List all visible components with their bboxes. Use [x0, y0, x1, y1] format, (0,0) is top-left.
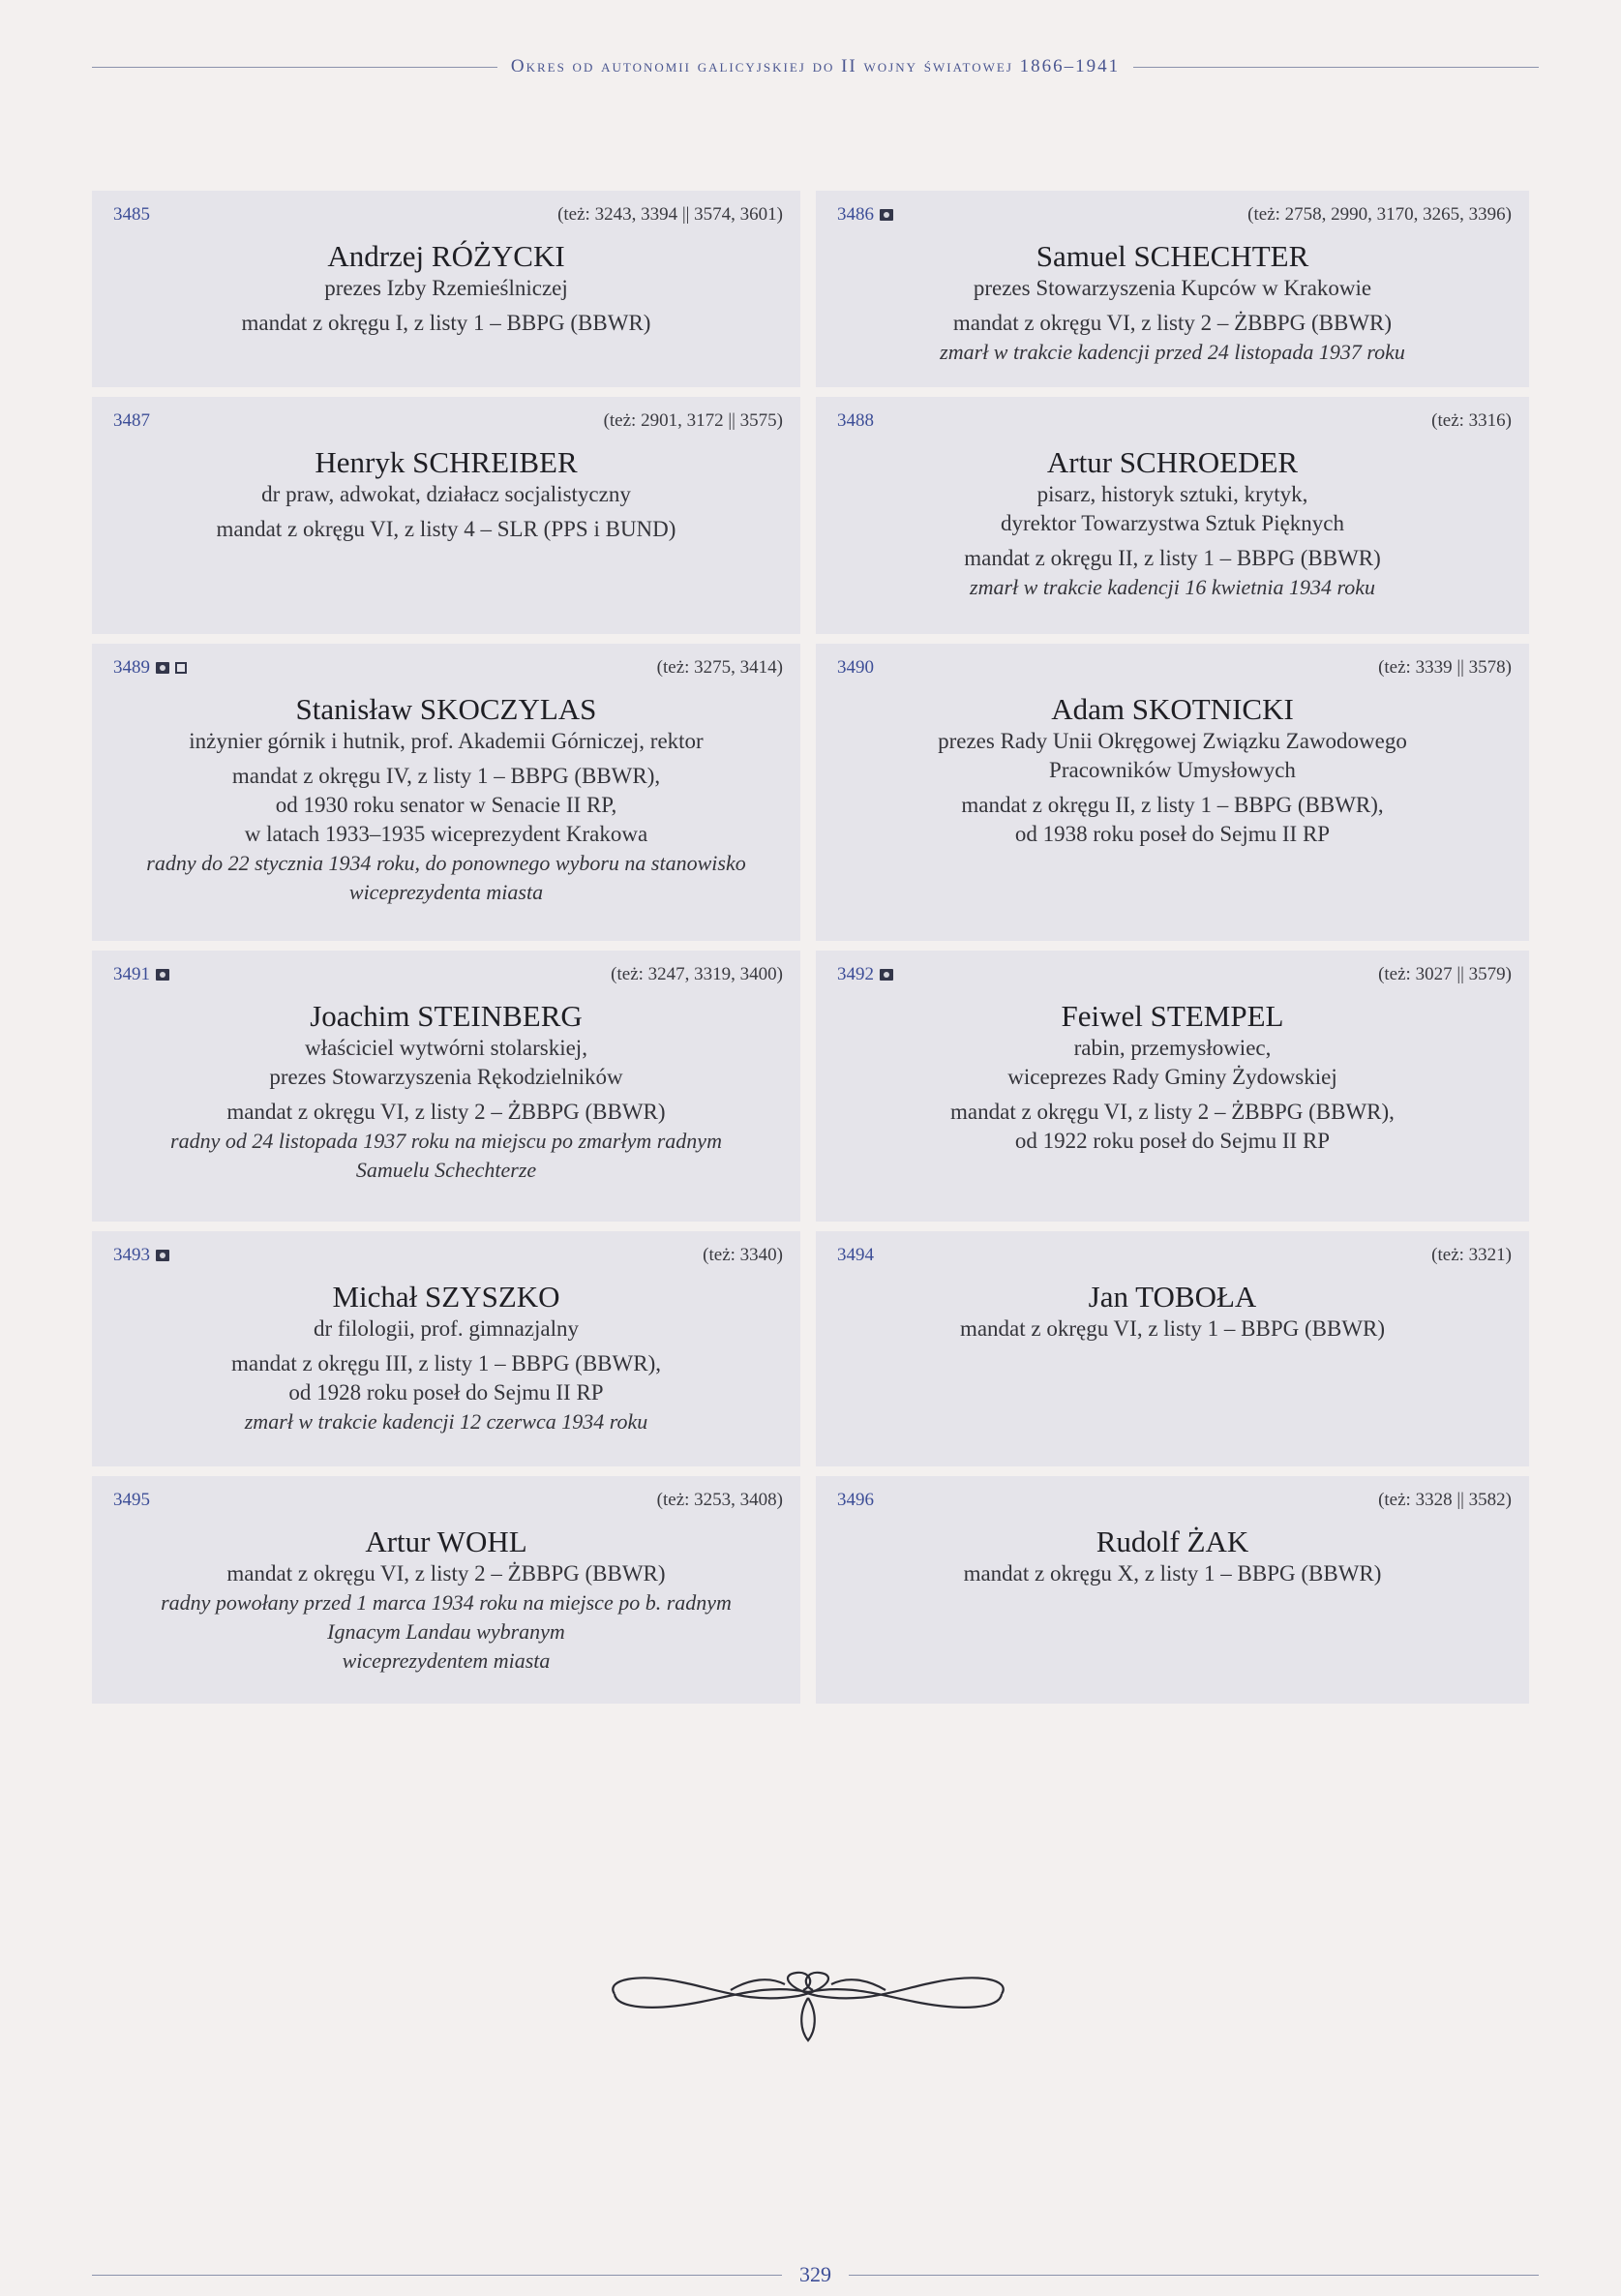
square-icon	[175, 662, 187, 674]
page-number: 329	[799, 2262, 831, 2286]
footer-rule-right	[849, 2275, 1539, 2276]
header-rule-right	[1133, 67, 1539, 68]
note-line: Samuelu Schechterze	[355, 1158, 537, 1182]
person-name: Joachim STEINBERG	[310, 999, 583, 1033]
mandate-line: mandat z okręgu VI, z listy 2 – ŻBBPG (BBWR)	[952, 311, 1393, 335]
entry-card	[816, 191, 1529, 387]
entry-card	[92, 951, 800, 1222]
entry-number	[837, 964, 893, 985]
entry-card	[92, 397, 800, 634]
footer-rule-left	[92, 2275, 782, 2276]
note-line: radny do 22 stycznia 1934 roku, do ponownego wyboru na stanowisko	[146, 851, 746, 875]
entry-number-text: 3493	[113, 1245, 150, 1265]
page-footer	[92, 2260, 1539, 2289]
note-line: wiceprezydentem miasta	[342, 1648, 551, 1673]
note-line: zmarł w trakcie kadencji przed 24 listopada 1937 roku	[940, 340, 1405, 364]
cross-reference: (też: 3275, 3414)	[656, 657, 783, 678]
cross-reference: (też: 2901, 3172 || 3575)	[603, 410, 783, 431]
entry-card	[92, 1231, 800, 1466]
entry-number	[113, 204, 150, 226]
person-role: dr praw, adwokat, działacz socjalistyczny	[261, 482, 631, 506]
cross-reference: (też: 3328 || 3582)	[1378, 1490, 1512, 1510]
entry-number	[113, 964, 169, 985]
mandate-line: od 1928 roku poseł do Sejmu II RP	[288, 1380, 604, 1405]
camera-icon	[156, 1250, 169, 1261]
entry-card	[816, 644, 1529, 941]
person-name: Samuel SCHECHTER	[1036, 239, 1309, 273]
camera-icon	[156, 969, 169, 981]
mandate-line: w latach 1933–1935 wiceprezydent Krakowa	[244, 822, 648, 846]
cross-reference: (też: 3247, 3319, 3400)	[611, 964, 783, 984]
entry-card	[92, 644, 800, 941]
cross-reference: (też: 3243, 3394 || 3574, 3601)	[557, 204, 783, 225]
person-name: Feiwel STEMPEL	[1061, 999, 1284, 1033]
note-line: wiceprezydenta miasta	[348, 880, 544, 904]
entry-number	[837, 1245, 874, 1266]
person-role: prezes Izby Rzemieślniczej	[324, 276, 568, 300]
mandate-line: mandat z okręgu I, z listy 1 – BBPG (BBWR)	[241, 311, 651, 335]
mandate-line: od 1922 roku poseł do Sejmu II RP	[1014, 1129, 1331, 1153]
cross-reference: (też: 3253, 3408)	[656, 1490, 783, 1510]
entry-card	[92, 1476, 800, 1704]
running-header-title: Okres od autonomii galicyjskiej do II wojny światowej 1866–1941	[510, 56, 1121, 76]
person-name: Jan TOBOŁA	[1088, 1280, 1257, 1314]
entry-number	[113, 657, 187, 679]
cross-reference: (też: 3339 || 3578)	[1378, 657, 1512, 678]
note-line: radny od 24 listopada 1937 roku na miejscu po zmarłym radnym	[170, 1129, 722, 1153]
mandate-line: mandat z okręgu II, z listy 1 – BBPG (BBWR),	[961, 793, 1384, 817]
entry-card	[816, 397, 1529, 634]
entry-card	[92, 191, 800, 387]
person-role: prezes Stowarzyszenia Rękodzielników	[269, 1065, 623, 1089]
entry-number-text: 3492	[837, 964, 874, 984]
entry-number	[837, 410, 874, 432]
entry-number	[837, 1490, 874, 1511]
person-name: Michał SZYSZKO	[332, 1280, 560, 1314]
note-line: Ignacym Landau wybranym	[327, 1619, 565, 1644]
mandate-line: mandat z okręgu VI, z listy 4 – SLR (PPS i BUND)	[216, 517, 676, 541]
entry-number-text: 3488	[837, 410, 874, 431]
entry-number-text: 3491	[113, 964, 150, 984]
entry-card	[816, 951, 1529, 1222]
mandate-line: mandat z okręgu IV, z listy 1 – BBPG (BBWR),	[231, 764, 661, 788]
entry-number-text: 3490	[837, 657, 874, 678]
entry-card	[816, 1476, 1529, 1704]
person-role: prezes Stowarzyszenia Kupców w Krakowie	[973, 276, 1372, 300]
mandate-line: od 1930 roku senator w Senacie II RP,	[275, 793, 617, 817]
person-role: rabin, przemysłowiec,	[1073, 1036, 1272, 1060]
entry-number	[113, 1490, 150, 1511]
entry-number-text: 3485	[113, 204, 150, 225]
mandate-line: mandat z okręgu X, z listy 1 – BBPG (BBWR)	[963, 1561, 1382, 1586]
mandate-line: mandat z okręgu III, z listy 1 – BBPG (BBWR),	[231, 1351, 661, 1375]
note-line: zmarł w trakcie kadencji 16 kwietnia 1934 roku	[970, 575, 1375, 599]
ornament-flourish	[595, 1955, 1021, 2042]
person-name: Henryk SCHREIBER	[315, 445, 578, 479]
header-rule-left	[92, 67, 497, 68]
entry-number-text: 3496	[837, 1490, 874, 1510]
cross-reference: (też: 3316)	[1431, 410, 1512, 431]
person-name: Andrzej RÓŻYCKI	[327, 239, 565, 273]
person-name: Stanisław SKOCZYLAS	[295, 692, 597, 726]
person-role: Pracowników Umysłowych	[1049, 758, 1296, 782]
note-line: radny powołany przed 1 marca 1934 roku na miejsce po b. radnym	[161, 1590, 732, 1615]
person-role: prezes Rady Unii Okręgowej Związku Zawodowego	[938, 729, 1407, 753]
camera-icon	[880, 209, 893, 221]
note-line: zmarł w trakcie kadencji 12 czerwca 1934 roku	[244, 1409, 648, 1434]
person-name: Adam SKOTNICKI	[1051, 692, 1294, 726]
running-header	[92, 50, 1539, 83]
mandate-line: mandat z okręgu VI, z listy 2 – ŻBBPG (BBWR)	[226, 1561, 666, 1586]
entry-number-text: 3489	[113, 657, 150, 678]
mandate-line: mandat z okręgu VI, z listy 1 – BBPG (BBWR)	[959, 1316, 1386, 1341]
entry-card	[816, 1231, 1529, 1466]
person-role: dr filologii, prof. gimnazjalny	[313, 1316, 580, 1341]
mandate-line: mandat z okręgu VI, z listy 2 – ŻBBPG (BBWR),	[950, 1100, 1395, 1124]
person-name: Rudolf ŻAK	[1096, 1525, 1249, 1558]
camera-icon	[880, 969, 893, 981]
entry-number	[113, 1245, 169, 1266]
cross-reference: (też: 3340)	[703, 1245, 783, 1265]
cross-reference: (też: 2758, 2990, 3170, 3265, 3396)	[1247, 204, 1512, 225]
person-role: dyrektor Towarzystwa Sztuk Pięknych	[1000, 511, 1345, 535]
camera-icon	[156, 662, 169, 674]
entry-number	[837, 657, 874, 679]
entry-number-text: 3494	[837, 1245, 874, 1265]
mandate-line: od 1938 roku poseł do Sejmu II RP	[1014, 822, 1331, 846]
entry-number	[837, 204, 893, 226]
entry-number-text: 3486	[837, 204, 874, 225]
person-name: Artur WOHL	[365, 1525, 527, 1558]
cross-reference: (też: 3321)	[1431, 1245, 1512, 1265]
person-role: wiceprezes Rady Gminy Żydowskiej	[1007, 1065, 1337, 1089]
person-name: Artur SCHROEDER	[1046, 445, 1299, 479]
cross-reference: (też: 3027 || 3579)	[1378, 964, 1512, 984]
entry-number-text: 3495	[113, 1490, 150, 1510]
person-role: pisarz, historyk sztuki, krytyk,	[1036, 482, 1308, 506]
person-role: właściciel wytwórni stolarskiej,	[305, 1036, 587, 1060]
entry-number	[113, 410, 150, 432]
mandate-line: mandat z okręgu II, z listy 1 – BBPG (BBWR)	[964, 546, 1381, 570]
person-role: inżynier górnik i hutnik, prof. Akademii Górniczej, rektor	[189, 729, 704, 753]
mandate-line: mandat z okręgu VI, z listy 2 – ŻBBPG (BBWR)	[226, 1100, 666, 1124]
entry-number-text: 3487	[113, 410, 150, 431]
